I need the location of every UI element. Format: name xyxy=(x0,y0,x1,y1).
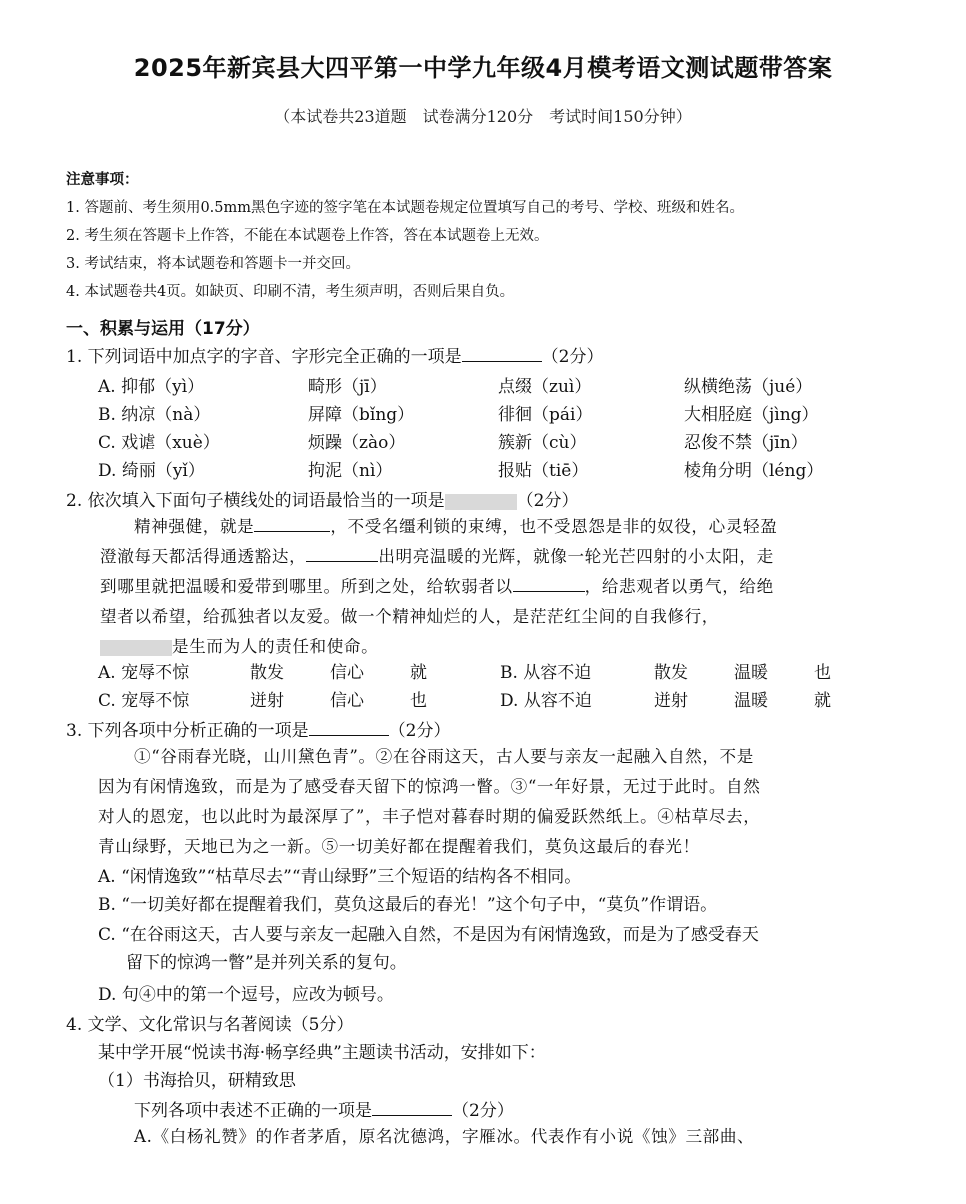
option-cell: 拘泥（nì） xyxy=(308,461,393,481)
notice-item: 1. 答题前、考生须用0.5mm黑色字迹的签字笔在本试题卷规定位置填写自己的考号、学校、班级和姓名。 xyxy=(66,200,744,216)
passage-text: 澄澈每天都活得通透豁达， xyxy=(100,547,307,566)
option-cell: A. 宠辱不惊 xyxy=(98,663,190,683)
option-cell: 大相胫庭（jìng） xyxy=(684,405,819,425)
passage-text: 到哪里就把温暖和爱带到哪里。所到之处，给软弱者以 xyxy=(100,577,513,596)
option-cell: 温暖 xyxy=(734,691,768,711)
option-cell: 屏障（bǐng） xyxy=(308,405,415,425)
option-text: A. “闲情逸致”“枯草尽去”“青山绿野”三个短语的结构各不相同。 xyxy=(98,867,582,887)
question-4-sub1: （1）书海拾贝，研精致思 xyxy=(98,1071,296,1091)
passage-text: 因为有闲情逸致，而是为了感受春天留下的惊鸿一瞥。③“一年好景，无过于此时。自然 xyxy=(98,777,761,796)
question-2-score: （2分） xyxy=(516,491,579,511)
section-heading: 一、积累与运用（17分） xyxy=(66,319,260,339)
question-3-score: （2分） xyxy=(388,721,451,741)
notice-item: 3. 考试结束，将本试题卷和答题卡一并交回。 xyxy=(66,256,360,272)
option-cell: 纵横绝荡（jué） xyxy=(684,377,813,397)
question-1-stem xyxy=(66,342,603,367)
answer-blank xyxy=(306,560,378,562)
option-cell: 忍俊不禁（jīn） xyxy=(684,433,808,453)
option-text: D. 句④中的第一个逗号，应改为顿号。 xyxy=(98,985,394,1005)
sub-question-text: 下列各项中表述不正确的一项是 xyxy=(134,1101,372,1121)
passage-text: ①“谷雨春光晓，山川黛色青”。②在谷雨这天，古人要与亲友一起融入自然，不是 xyxy=(134,747,754,766)
passage-text: 精神强健，就是 xyxy=(134,517,255,536)
question-2-stem xyxy=(66,486,578,511)
option-cell: 就 xyxy=(814,691,831,711)
exam-subtitle: （本试卷共23道题 试卷满分120分 考试时间150分钟） xyxy=(274,107,692,126)
question-4-stem: 4. 文学、文化常识与名著阅读（5分） xyxy=(66,1015,354,1035)
option-cell: 就 xyxy=(410,663,427,683)
passage-text: 是生而为人的责任和使命。 xyxy=(172,637,379,656)
option-cell: 迸射 xyxy=(654,691,688,711)
option-cell: 迸射 xyxy=(250,691,284,711)
option-cell: A. 抑郁（yì） xyxy=(98,377,205,397)
answer-blank xyxy=(445,494,517,510)
question-4-sub1-stem xyxy=(134,1096,514,1121)
option-cell: 温暖 xyxy=(734,663,768,683)
question-1-text: 1. 下列词语中加点字的字音、字形完全正确的一项是 xyxy=(66,347,462,367)
option-cell: 簇新（cù） xyxy=(498,433,587,453)
option-cell: 烦躁（zào） xyxy=(308,433,406,453)
question-1-score: （2分） xyxy=(541,347,604,367)
option-cell: C. 戏谑（xuè） xyxy=(98,433,220,453)
option-cell: 信心 xyxy=(330,691,364,711)
option-cell: B. 从容不迫 xyxy=(500,663,592,683)
notice-heading: 注意事项： xyxy=(66,172,139,188)
question-2-text: 2. 依次填入下面句子横线处的词语最恰当的一项是 xyxy=(66,491,445,511)
passage-text: 青山绿野，天地已为之一新。⑤一切美好都在提醒着我们，莫负这最后的春光！ xyxy=(98,837,700,856)
option-cell: 也 xyxy=(814,663,831,683)
passage-text: ，给悲观者以勇气，给绝 xyxy=(584,577,774,596)
answer-blank xyxy=(254,530,330,532)
option-cell: 棱角分明（léng） xyxy=(684,461,824,481)
option-cell: D. 从容不迫 xyxy=(500,691,592,711)
option-cell: 散发 xyxy=(654,663,688,683)
option-text: B. “一切美好都在提醒着我们，莫负这最后的春光！”这个句子中，“莫负”作谓语。 xyxy=(98,895,718,915)
option-text: 留下的惊鸿一瞥”是并列关系的复句。 xyxy=(126,953,407,973)
notice-item: 2. 考生须在答题卡上作答，不能在本试题卷上作答，答在本试题卷上无效。 xyxy=(66,228,549,244)
exam-title: 2025年新宾县大四平第一中学九年级4月模考语文测试题带答案 xyxy=(133,54,833,82)
question-4-intro: 某中学开展“悦读书海·畅享经典”主题读书活动，安排如下： xyxy=(98,1043,546,1063)
option-cell: B. 纳凉（nà） xyxy=(98,405,211,425)
option-cell: 散发 xyxy=(250,663,284,683)
answer-blank xyxy=(372,1114,452,1116)
answer-blank xyxy=(513,590,585,592)
answer-blank xyxy=(309,734,389,736)
answer-blank xyxy=(462,360,542,362)
question-3-stem xyxy=(66,716,450,741)
notice-item: 4. 本试题卷共4页。如缺页、印刷不清，考生须声明，否则后果自负。 xyxy=(66,284,515,300)
question-4-option-a: A.《白杨礼赞》的作者茅盾，原名沈德鸿，字雁冰。代表作有小说《蚀》三部曲、 xyxy=(134,1127,755,1146)
notice-block xyxy=(66,166,906,306)
question-2-passage xyxy=(100,512,890,662)
passage-text: 对人的恩宠，也以此时为最深厚了”，丰子恺对暮春时期的偏爱跃然纸上。④枯草尽去， xyxy=(98,807,761,826)
option-cell: 也 xyxy=(410,691,427,711)
sub-question-score: （2分） xyxy=(452,1101,514,1121)
option-cell: 报贴（tiē） xyxy=(498,461,589,481)
passage-text: 出明亮温暖的光辉，就像一轮光芒四射的小太阳，走 xyxy=(378,547,774,566)
question-3-passage xyxy=(98,742,893,862)
option-text: C. “在谷雨这天，古人要与亲友一起融入自然，不是因为有闲情逸致，而是为了感受春天 xyxy=(98,925,759,945)
answer-blank xyxy=(100,640,172,656)
option-cell: 畸形（jī） xyxy=(308,377,387,397)
option-cell: D. 绮丽（yǐ） xyxy=(98,461,205,481)
question-3-text: 3. 下列各项中分析正确的一项是 xyxy=(66,721,309,741)
option-cell: C. 宠辱不惊 xyxy=(98,691,190,711)
passage-text: 望者以希望，给孤独者以友爱。做一个精神灿烂的人，是茫茫红尘间的自我修行， xyxy=(100,607,719,626)
option-cell: 徘徊（pái） xyxy=(498,405,593,425)
option-cell: 信心 xyxy=(330,663,364,683)
option-cell: 点缀（zuì） xyxy=(498,377,592,397)
passage-text: ，不受名缰利锁的束缚，也不受恩怨是非的奴役，心灵轻盈 xyxy=(330,517,778,536)
